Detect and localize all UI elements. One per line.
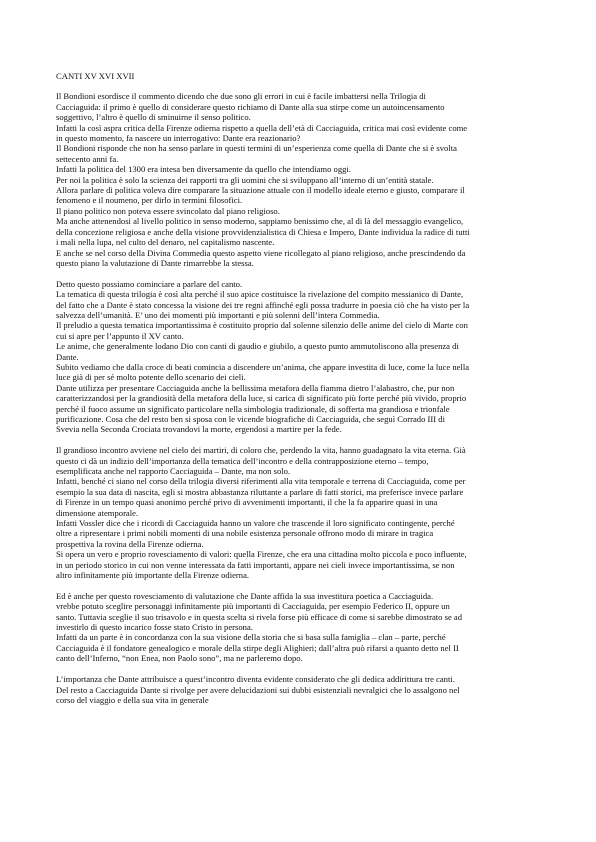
text-line: luce già di per sé molto potente dello scenario dei cieli. [56,372,246,383]
paragraph [56,674,546,705]
document-title: CANTI XV XVI XVII [56,71,135,81]
text-line: Il Bondioni esordisce il commento dicendo che due sono gli errori in cui è facile imbattersi nella Trilogia di [56,91,426,102]
text-line: Infatti la così aspra critica della Firenze odierna rispetto a quella dell’età di Cacciaguida, critica mai così evidente come [56,122,468,133]
text-line: Subito vediamo che dalla croce di beati comincia a discendere un’anima, che appare investita di luce, come la luce nella [56,361,470,372]
text-line: esemplificata anche nel rapporto Cacciaguida – Dante, ma non solo. [56,466,291,476]
text-line: oltre a ripresentare i primi nobili momenti di una nobile esistenza personale offrono modo di mirare in tragica [56,528,434,539]
text-line: soggettivo, l’altro è quello di sminuirne il senso politico. [56,112,251,123]
text-line: Allora parlare di politica voleva dire comparare la situazione attuale con il modello ideale eterno e giusto, comparare il [56,185,465,196]
text-line: canto dell’Inferno, “non Enea, non Paolo sono”, ma ne parleremo dopo. [56,653,303,664]
text-line: L’importanza che Dante attribuisce a quest’incontro diventa evidente considerato che gli dedica addirittura tre canti. [56,674,455,685]
paragraph [56,591,546,664]
document-body [56,91,546,705]
text-line: Cacciaguida è il fondatore genealogico e morale della stirpe degli Alighieri; dall’altra può rifarsi a quanto detto nel II [56,642,459,653]
paragraph [56,91,546,268]
text-line: cui si apre per l’appunto il XV canto. [56,330,184,341]
text-line: questo ci dà un indizio dell’importanza della tematica dell’incontro e della contrapposizione eterno – tempo, [56,455,429,466]
text-line: altro infinitamente più importante della Firenze odierna. [56,570,250,581]
text-line: santo. Tuttavia sceglie il suo trisavolo e in questa scelta si rivela forse più efficace di come si sarebbe dimostrato se ad [56,611,463,622]
text-line: esempio la sua data di nascita, egli si mostra abbastanza riluttante a parlare di fatti storici, ma preferisce invece parlare [56,486,464,497]
text-line: Per noi la politica è solo la scienza dei rapporti tra gli uomini che si sviluppano all’interno di un’entità statale. [56,174,434,185]
text-line: E anche se nel corso della Divina Commedia questo aspetto viene ricollegato al piano religioso, anche prescindendo da [56,247,466,258]
text-line: in questo momento, fa nascere un interrogativo: Dante era reazionario? [56,133,301,144]
text-line: dimensione atemporale. [56,507,139,518]
text-line: Infatti la politica del 1300 era intesa ben diversamente da quello che intendiamo oggi. [56,164,351,175]
text-line: Infatti Vossler dice che i ricordi di Cacciaguida hanno un valore che trascende il loro significato contingente, perché [56,518,455,529]
text-line: Del resto a Cacciaguida Dante si rivolge per avere delucidazioni sui dubbi esistenziali nevralgici che lo assalgono nel [56,684,460,695]
text-line: Il grandioso incontro avviene nel cielo dei martiri, di coloro che, perdendo la vita, hanno guadagnato la vita eterna. Già [56,445,466,456]
text-line: i mali nella lupa, nel culto del denaro, nel capitalismo nascente. [56,237,275,248]
text-line: perché il fuoco assume un significato particolare nella simbologia tradizionale, di sofferta ma grandiosa e trionfale [56,403,450,414]
text-line: corso del viaggio e della sua vita in generale [56,694,209,705]
text-line: Il Bondioni risponde che non ha senso parlare in questi termini di un’esperienza come quella di Dante che si è svolta [56,143,457,154]
text-line: Ma anche attenendosi al livello politico in senso moderno, sappiamo benissimo che, al di là del messaggio evangelico, [56,216,464,227]
text-line: Detto questo possiamo cominciare a parlare del canto. [56,278,243,289]
text-line: La tematica di questa trilogia è così alta perché il suo apice costituisce la rivelazione del compito messianico di Dante, [56,289,464,300]
text-line: del fatto che a Dante è stato concessa la visione dei tre regni affinché egli possa tradurre in poesia ciò che ha visto per la [56,299,470,310]
text-line: Dante utilizza per presentare Cacciaguida anche la bellissima metafora della fiamma dietro l’alabastro, che, pur non [56,382,455,393]
text-line: caratterizzandosi per la grandiosità della metafora della luce, si carica di significato più forte perché più vivido, proprio [56,393,467,404]
text-line: Dante. [56,351,79,362]
text-line: settecento anni fa. [56,153,119,164]
paragraph [56,279,546,435]
text-line: Le anime, che generalmente lodano Dio con canti di gaudio e giubilo, a questo punto ammutoliscono alla presenza di [56,341,459,352]
text-line: della concezione religiosa e anche della visione provvidenzialistica di Chiesa e Impero, Dante individua la radice di tutti [56,226,470,237]
text-line: prospettiva la rovina della Firenze odierna. [56,538,204,549]
text-line: Il piano politico non poteva essere svincolato dal piano religioso. [56,205,280,216]
text-line: di Firenze in un tempo quasi anonimo perché privo di avvenimenti importanti, il che la fa apparire quasi in una [56,497,438,508]
text-line: in un periodo storico in cui non venne interessata da fatti importanti, appare nei cieli invece importantissima, se non [56,559,455,570]
text-line: vrebbe potuto sceglire personaggi infinitamente più importanti di Cacciaguida, per esempio Federico II, oppure un [56,601,450,612]
paragraph [56,445,546,580]
text-line: Il preludio a questa tematica importantissima è costituito proprio dal solenne silenzio delle anime del cielo di Marte con [56,320,468,331]
text-line: Ed è anche per questo rovesciamento di valutazione che Dante affida la sua investitura poetica a Cacciaguida. [56,590,434,601]
text-line: investirlo di questo incarico fosse stato Cristo in persona. [56,622,253,633]
text-line: Infatti, benché ci siano nel corso della trilogia diversi riferimenti alla vita temporale e terrena di Cacciaguida, come per [56,476,466,487]
text-line: fenomeno e il noumeno, per dirlo in termini filosofici. [56,195,243,206]
text-line: questo piano la valutazione di Dante rimarrebbe la stessa. [56,257,254,268]
text-line: Infatti da un parte è in concordanza con la sua visione della storia che si basa sulla famiglia – clan – parte, perché [56,632,446,643]
text-line: Cacciaguida: il primo è quello di considerare questo richiamo di Dante alla sua stirpe come un autoincensamento [56,101,445,112]
text-line: purificazione. Cosa che del resto ben si sposa con le vicende biografiche di Cacciaguida, che seguì Corrado III di [56,413,445,424]
text-line: salvezza dell’umanità. E’ uno dei momenti più importanti e più solenni dell’intera Commedia. [56,309,380,320]
text-line: Svevia nella Seconda Crociata trovandovi la morte, ergendosi a martire per la fede. [56,424,342,435]
text-line: Si opera un vero e proprio rovesciamento di valori: quella Firenze, che era una cittadina molto piccola e poco influente, [56,549,467,560]
